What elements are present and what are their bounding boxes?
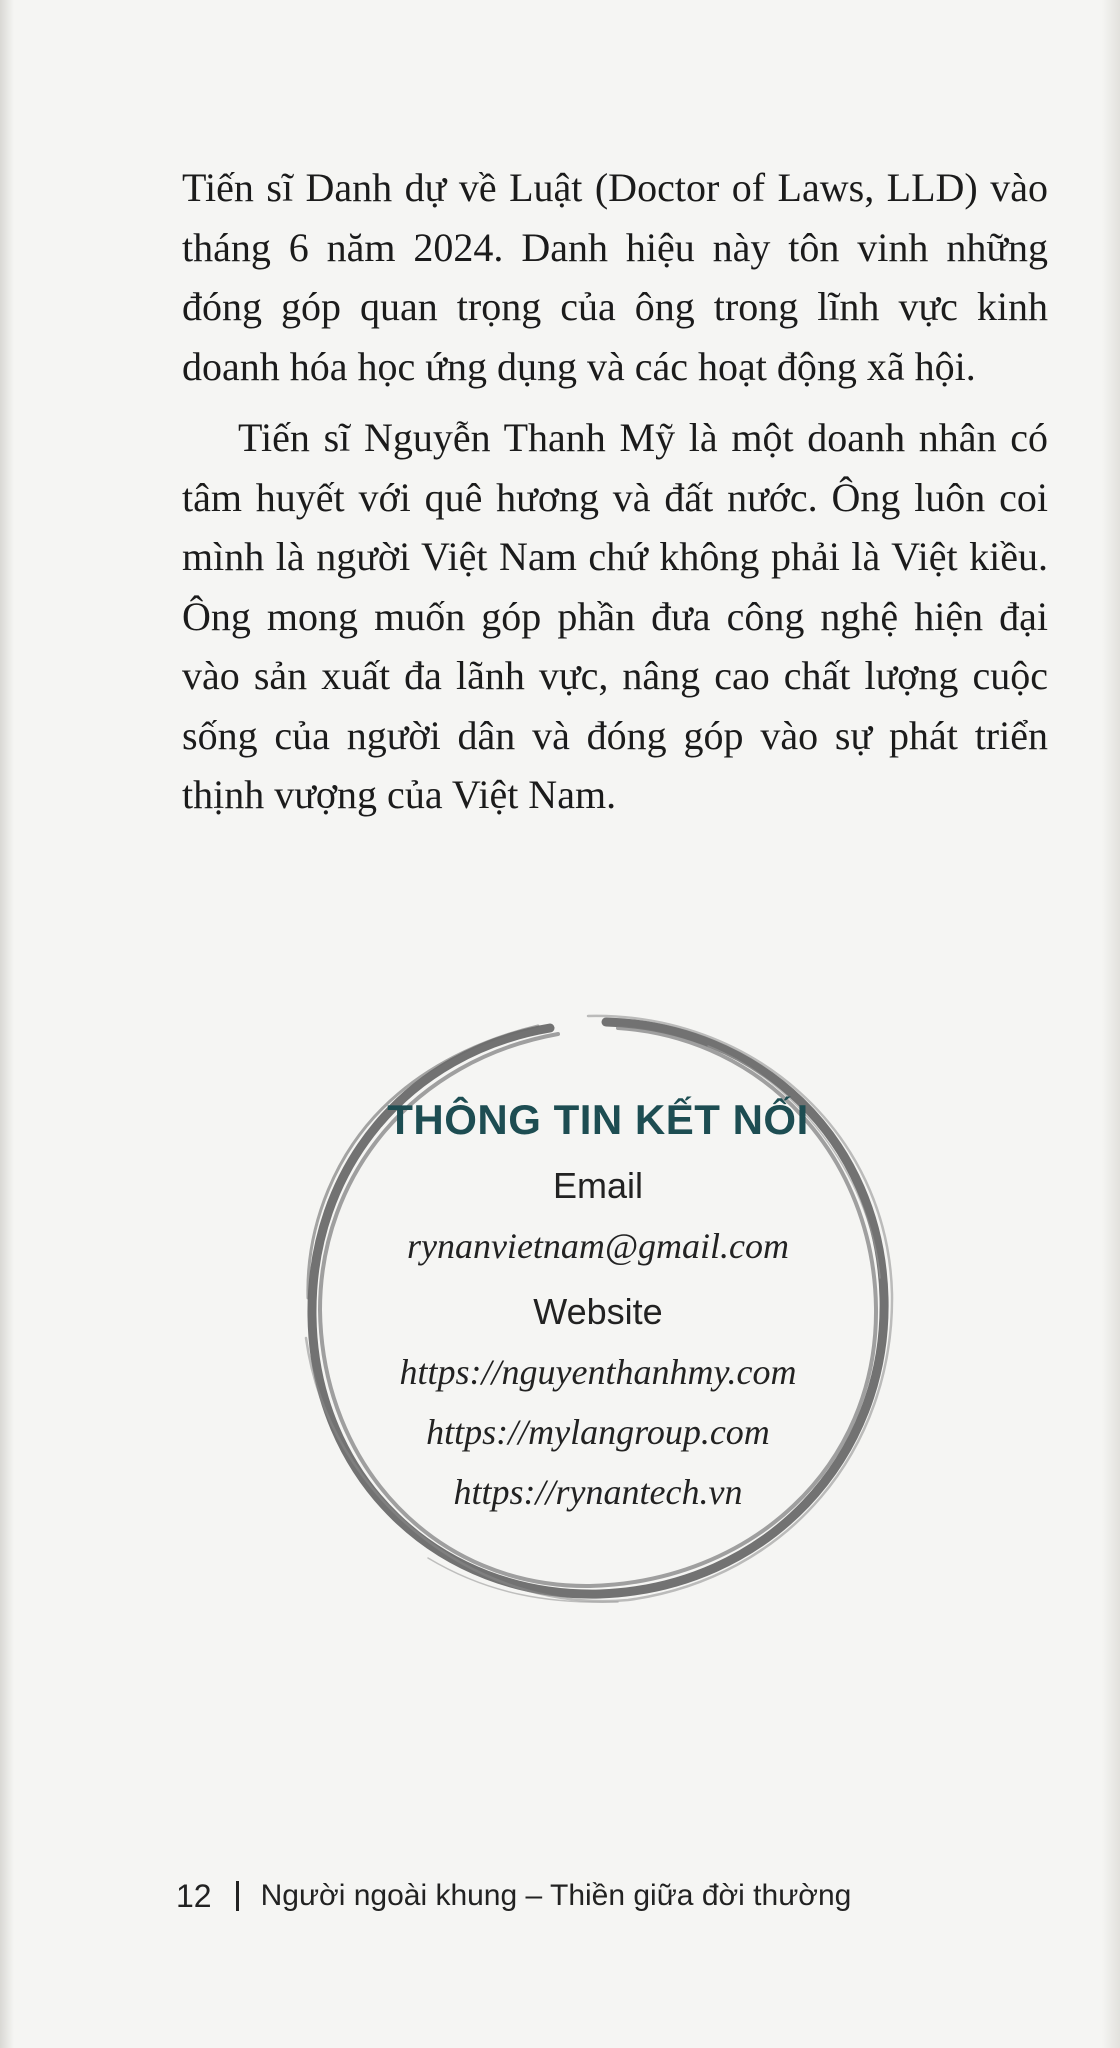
contact-heading: THÔNG TIN KẾT NỐI: [387, 1096, 809, 1143]
website-link: https://mylangroup.com: [426, 1412, 770, 1452]
email-label: Email: [552, 1165, 644, 1206]
page-edge-right: [1102, 0, 1120, 2048]
paragraph-2: Tiến sĩ Nguyễn Thanh Mỹ là một doanh nhân có tâm huyết với quê hương và đất nước. Ông luôn coi mình là người Việt Nam chứ không phải là Việt kiều. Ông mong muốn góp phần đưa công nghệ hiện đại vào sản xuất đa lãnh vực, nâng cao chất lượng cuộc sống của người dân và đóng góp vào sự phát triển thịnh vượng của Việt Nam.: [182, 415, 1048, 817]
footer-separator: [236, 1881, 239, 1911]
page-edge-left: [0, 0, 14, 2048]
book-title: Người ngoài khung – Thiền giữa đời thường: [260, 1879, 852, 1912]
website-link: https://nguyenthanhmy.com: [399, 1352, 797, 1392]
contact-block: [288, 1090, 908, 1522]
website-label: Website: [533, 1291, 663, 1332]
paragraph-1: Tiến sĩ Danh dự về Luật (Doctor of Laws, LLD) vào tháng 6 năm 2024. Danh hiệu này tôn vinh những đóng góp quan trọng của ông trong lĩnh vực kinh doanh hóa học ứng dụng và các hoạt động xã hội.: [182, 165, 1048, 389]
body-text: [182, 158, 1048, 837]
website-link: https://rynantech.vn: [453, 1472, 743, 1512]
email-address: rynanvietnam@gmail.com: [406, 1226, 790, 1266]
page-number: 12: [176, 1877, 212, 1914]
page-footer: [176, 1868, 851, 1924]
